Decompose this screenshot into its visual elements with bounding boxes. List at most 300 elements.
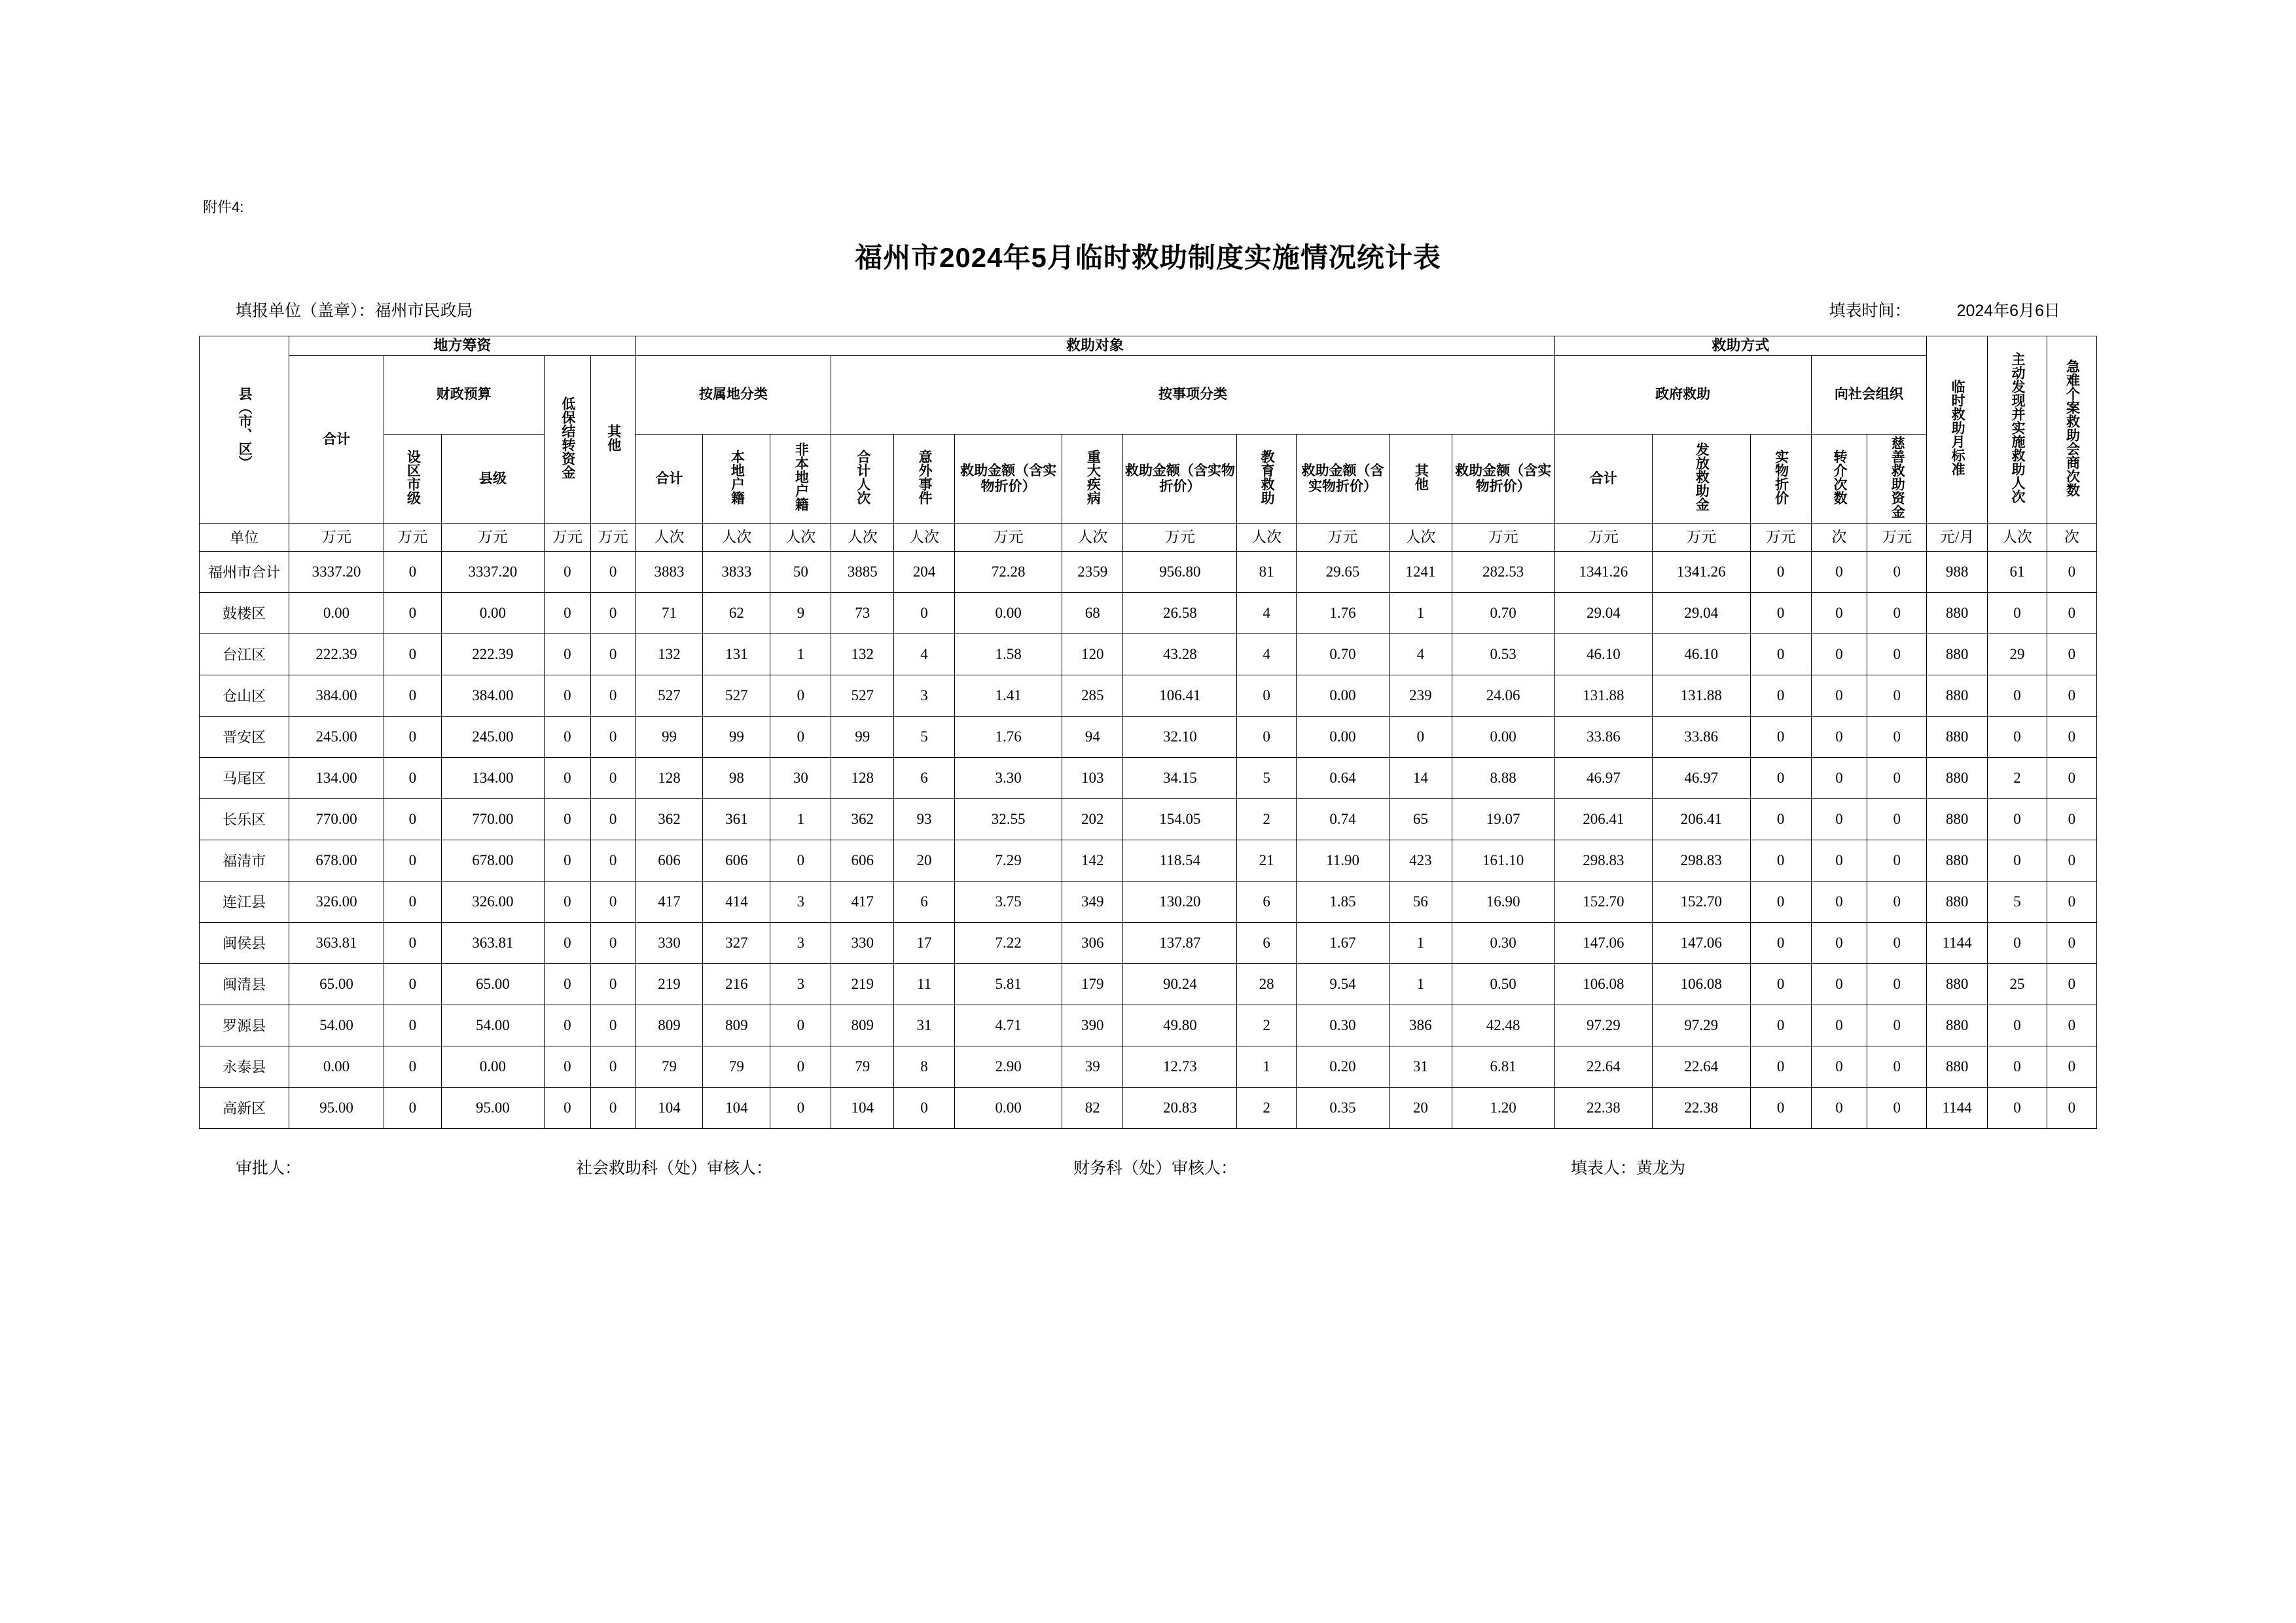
table-cell: 414 [703, 882, 770, 923]
table-cell: 0 [2047, 758, 2096, 799]
table-cell: 956.80 [1123, 552, 1237, 593]
table-cell: 0 [2047, 1046, 2096, 1088]
table-cell: 0 [1750, 593, 1811, 634]
table-cell: 3337.20 [289, 552, 384, 593]
table-cell: 0 [1390, 717, 1452, 758]
table-cell: 29 [1988, 634, 2047, 675]
table-cell: 2 [1237, 799, 1297, 840]
header-social-org: 向社会组织 [1811, 355, 1926, 434]
table-cell: 0 [1867, 923, 1927, 964]
header-gov-total: 合计 [1554, 434, 1652, 524]
table-cell: 0 [1750, 964, 1811, 1005]
page-title: 福州市2024年5月临时救助制度实施情况统计表 [855, 242, 1441, 273]
table-cell: 0.00 [289, 593, 384, 634]
table-cell: 154.05 [1123, 799, 1237, 840]
header-by-locality: 按属地分类 [636, 355, 831, 434]
table-cell: 39 [1062, 1046, 1123, 1088]
table-cell: 1 [770, 634, 831, 675]
unit-cell: 人次 [1237, 524, 1297, 552]
table-cell: 3 [770, 923, 831, 964]
table-cell: 4 [1237, 634, 1297, 675]
table-cell: 95.00 [289, 1088, 384, 1129]
table-cell: 0 [2047, 552, 2096, 593]
row-header-county: 晋安区 [200, 717, 289, 758]
header-aid-methods: 救助方式 [1554, 336, 1926, 356]
table-cell: 0 [1867, 799, 1927, 840]
table-cell: 0 [1988, 1005, 2047, 1046]
table-cell: 0 [544, 593, 590, 634]
table-cell: 106.08 [1554, 964, 1652, 1005]
table-cell: 206.41 [1653, 799, 1750, 840]
table-cell: 71 [636, 593, 703, 634]
header-in-kind: 实物折价 [1750, 434, 1811, 524]
table-cell: 4 [1390, 634, 1452, 675]
table-cell: 880 [1927, 758, 1988, 799]
table-cell: 330 [831, 923, 894, 964]
header-local-hukou: 本地户籍 [703, 434, 770, 524]
table-cell: 11.90 [1296, 840, 1389, 882]
table-cell: 0 [1811, 799, 1867, 840]
header-proactive: 主动发现并实施救助人次 [1988, 336, 2047, 524]
table-cell: 0 [544, 758, 590, 799]
table-cell: 0 [544, 1005, 590, 1046]
table-cell: 0 [1811, 964, 1867, 1005]
header-nonlocal-hukou: 非本地户籍 [770, 434, 831, 524]
table-cell: 134.00 [441, 758, 544, 799]
table-cell: 770.00 [289, 799, 384, 840]
header-local-funding: 地方筹资 [289, 336, 636, 356]
unit-row [200, 524, 2097, 552]
table-cell: 29.65 [1296, 552, 1389, 593]
table-cell: 12.73 [1123, 1046, 1237, 1088]
table-cell: 0 [544, 552, 590, 593]
unit-cell: 人次 [893, 524, 954, 552]
table-cell: 132 [636, 634, 703, 675]
table-cell: 1 [1390, 593, 1452, 634]
table-cell: 0 [590, 840, 636, 882]
table-cell: 56 [1390, 882, 1452, 923]
unit-cell: 人次 [1390, 524, 1452, 552]
table-cell: 147.06 [1653, 923, 1750, 964]
header-aid-amount-education: 救助金额（含实物折价） [1296, 434, 1389, 524]
table-cell: 219 [636, 964, 703, 1005]
table-cell: 128 [636, 758, 703, 799]
table-cell: 0.00 [441, 1046, 544, 1088]
table-cell: 1.58 [955, 634, 1062, 675]
table-cell: 90.24 [1123, 964, 1237, 1005]
table-cell: 988 [1927, 552, 1988, 593]
table-cell: 390 [1062, 1005, 1123, 1046]
table-cell: 0 [384, 675, 441, 717]
header-education-aid: 教育救助 [1237, 434, 1297, 524]
table-cell: 99 [703, 717, 770, 758]
unit-cell: 万元 [1653, 524, 1750, 552]
table-cell: 3 [770, 964, 831, 1005]
table-cell: 0 [1867, 840, 1927, 882]
table-cell: 137.87 [1123, 923, 1237, 964]
table-cell: 5.81 [955, 964, 1062, 1005]
table-cell: 20.83 [1123, 1088, 1237, 1129]
unit-cell: 元/月 [1927, 524, 1988, 552]
table-cell: 0 [770, 1046, 831, 1088]
table-row [200, 1046, 2097, 1088]
table-cell: 0 [770, 1005, 831, 1046]
table-cell: 362 [831, 799, 894, 840]
table-cell: 0 [2047, 799, 2096, 840]
table-cell: 0 [590, 1005, 636, 1046]
table-cell: 99 [831, 717, 894, 758]
table-cell: 16.90 [1452, 882, 1554, 923]
table-cell: 0 [770, 1088, 831, 1129]
table-cell: 152.70 [1554, 882, 1652, 923]
table-cell: 0 [590, 923, 636, 964]
table-cell: 245.00 [441, 717, 544, 758]
unit-cell: 万元 [1867, 524, 1927, 552]
table-cell: 32.55 [955, 799, 1062, 840]
table-cell: 0 [544, 717, 590, 758]
table-cell: 104 [703, 1088, 770, 1129]
table-cell: 0 [1811, 634, 1867, 675]
unit-cell: 万元 [1452, 524, 1554, 552]
table-cell: 161.10 [1452, 840, 1554, 882]
table-cell: 0 [2047, 840, 2096, 882]
table-cell: 0 [1867, 1005, 1927, 1046]
table-cell: 118.54 [1123, 840, 1237, 882]
row-header-county: 台江区 [200, 634, 289, 675]
table-row [200, 1088, 2097, 1129]
table-cell: 880 [1927, 964, 1988, 1005]
unit-cell: 人次 [1988, 524, 2047, 552]
table-cell: 54.00 [289, 1005, 384, 1046]
table-cell: 22.38 [1653, 1088, 1750, 1129]
table-cell: 0 [384, 634, 441, 675]
table-cell: 0.70 [1452, 593, 1554, 634]
unit-cell: 次 [1811, 524, 1867, 552]
table-cell: 0 [384, 923, 441, 964]
table-row [200, 717, 2097, 758]
header-county-level: 县级 [441, 434, 544, 524]
table-cell: 222.39 [289, 634, 384, 675]
table-cell: 0 [1237, 675, 1297, 717]
table-cell: 22.64 [1653, 1046, 1750, 1088]
table-cell: 103 [1062, 758, 1123, 799]
row-header-county: 闽清县 [200, 964, 289, 1005]
signature-row [196, 1155, 2100, 1179]
table-cell: 0 [1811, 1088, 1867, 1129]
social-aid-reviewer-label: 社会救助科（处）审核人： [576, 1159, 773, 1178]
table-cell: 1241 [1390, 552, 1452, 593]
table-cell: 49.80 [1123, 1005, 1237, 1046]
table-cell: 216 [703, 964, 770, 1005]
table-cell: 46.97 [1653, 758, 1750, 799]
header-total-persons: 合计人次 [831, 434, 894, 524]
table-cell: 34.15 [1123, 758, 1237, 799]
table-cell: 20 [1390, 1088, 1452, 1129]
table-cell: 17 [893, 923, 954, 964]
table-cell: 0 [1811, 758, 1867, 799]
table-cell: 0 [1867, 717, 1927, 758]
table-cell: 0 [1811, 1046, 1867, 1088]
table-cell: 79 [636, 1046, 703, 1088]
table-cell: 104 [636, 1088, 703, 1129]
table-cell: 1 [1237, 1046, 1297, 1088]
table-cell: 809 [636, 1005, 703, 1046]
table-cell: 204 [893, 552, 954, 593]
reporting-unit: 填报单位（盖章）：福州市民政局 [236, 302, 473, 320]
table-cell: 0 [1988, 717, 2047, 758]
row-header-county: 鼓楼区 [200, 593, 289, 634]
table-cell: 527 [636, 675, 703, 717]
table-cell: 0 [893, 593, 954, 634]
table-cell: 0 [2047, 717, 2096, 758]
table-cell: 179 [1062, 964, 1123, 1005]
table-cell: 0 [1988, 840, 2047, 882]
unit-cell: 次 [2047, 524, 2096, 552]
table-cell: 326.00 [441, 882, 544, 923]
table-cell: 0 [544, 634, 590, 675]
table-row [200, 634, 2097, 675]
table-cell: 93 [893, 799, 954, 840]
table-cell: 386 [1390, 1005, 1452, 1046]
table-cell: 0 [590, 634, 636, 675]
header-other-item: 其他 [1390, 434, 1452, 524]
table-cell: 1 [770, 799, 831, 840]
table-row [200, 840, 2097, 882]
table-cell: 0 [590, 717, 636, 758]
table-cell: 132 [831, 634, 894, 675]
table-cell: 0 [1750, 675, 1811, 717]
table-cell: 0 [1750, 634, 1811, 675]
table-cell: 0 [1867, 1088, 1927, 1129]
table-cell: 423 [1390, 840, 1452, 882]
table-cell: 3 [893, 675, 954, 717]
header-city-level: 设区市级 [384, 434, 441, 524]
table-cell: 0 [1811, 717, 1867, 758]
table-cell: 142 [1062, 840, 1123, 882]
table-cell: 7.22 [955, 923, 1062, 964]
table-cell: 1 [1390, 923, 1452, 964]
table-cell: 0 [544, 923, 590, 964]
table-cell: 131 [703, 634, 770, 675]
table-cell: 880 [1927, 882, 1988, 923]
table-cell: 0 [384, 1088, 441, 1129]
header-funding-other: 其他 [590, 355, 636, 524]
table-cell: 222.39 [441, 634, 544, 675]
table-cell: 770.00 [441, 799, 544, 840]
header-monthly-standard: 临时救助月标准 [1927, 336, 1988, 524]
unit-cell: 万元 [1750, 524, 1811, 552]
table-cell: 298.83 [1554, 840, 1652, 882]
table-cell: 4.71 [955, 1005, 1062, 1046]
table-cell: 0 [1988, 1088, 2047, 1129]
table-cell: 0 [2047, 593, 2096, 634]
header-dibao-carryover: 低保结转资金 [544, 355, 590, 524]
table-cell: 42.48 [1452, 1005, 1554, 1046]
table-cell: 31 [1390, 1046, 1452, 1088]
table-cell: 678.00 [441, 840, 544, 882]
table-cell: 6 [893, 882, 954, 923]
table-cell: 606 [703, 840, 770, 882]
table-cell: 0 [1750, 923, 1811, 964]
table-cell: 0 [2047, 923, 2096, 964]
table-cell: 2 [1988, 758, 2047, 799]
table-cell: 809 [831, 1005, 894, 1046]
table-cell: 0 [384, 799, 441, 840]
table-cell: 2 [1237, 1088, 1297, 1129]
table-cell: 0 [544, 840, 590, 882]
table-cell: 0 [544, 964, 590, 1005]
table-cell: 880 [1927, 840, 1988, 882]
table-cell: 1.76 [955, 717, 1062, 758]
header-referrals: 转介次数 [1811, 434, 1867, 524]
table-cell: 147.06 [1554, 923, 1652, 964]
table-cell: 0 [1750, 882, 1811, 923]
table-cell: 0 [1867, 552, 1927, 593]
table-row [200, 552, 2097, 593]
unit-cell: 万元 [1296, 524, 1389, 552]
unit-cell: 万元 [544, 524, 590, 552]
table-cell: 0.70 [1296, 634, 1389, 675]
table-cell: 14 [1390, 758, 1452, 799]
table-cell: 0.00 [289, 1046, 384, 1088]
table-cell: 0 [1988, 593, 2047, 634]
table-cell: 0 [1811, 882, 1867, 923]
table-cell: 0 [2047, 964, 2096, 1005]
header-aid-amount-illness: 救助金额（含实物折价） [1123, 434, 1237, 524]
table-cell: 65 [1390, 799, 1452, 840]
table-cell: 0.30 [1296, 1005, 1389, 1046]
table-cell: 30 [770, 758, 831, 799]
finance-reviewer-label: 财务科（处）审核人： [1073, 1159, 1238, 1178]
table-cell: 5 [1237, 758, 1297, 799]
table-cell: 206.41 [1554, 799, 1652, 840]
row-header-county: 闽侯县 [200, 923, 289, 964]
table-cell: 43.28 [1123, 634, 1237, 675]
table-cell: 130.20 [1123, 882, 1237, 923]
table-cell: 0.50 [1452, 964, 1554, 1005]
header-funding-total: 合计 [289, 355, 384, 524]
table-cell: 81 [1237, 552, 1297, 593]
table-cell: 880 [1927, 1046, 1988, 1088]
table-cell: 880 [1927, 1005, 1988, 1046]
table-cell: 5 [1988, 882, 2047, 923]
table-cell: 0 [1750, 552, 1811, 593]
table-cell: 29.04 [1653, 593, 1750, 634]
table-cell: 28 [1237, 964, 1297, 1005]
table-cell: 0 [590, 964, 636, 1005]
unit-row-label: 单位 [200, 524, 289, 552]
table-cell: 68 [1062, 593, 1123, 634]
table-cell: 0 [1811, 1005, 1867, 1046]
table-cell: 0.74 [1296, 799, 1389, 840]
table-cell: 330 [636, 923, 703, 964]
table-cell: 3885 [831, 552, 894, 593]
table-cell: 72.28 [955, 552, 1062, 593]
table-cell: 202 [1062, 799, 1123, 840]
unit-cell: 人次 [770, 524, 831, 552]
table-cell: 0 [384, 593, 441, 634]
table-cell: 104 [831, 1088, 894, 1129]
table-cell: 0 [1237, 717, 1297, 758]
header-gov-aid: 政府救助 [1554, 355, 1811, 434]
unit-cell: 人次 [636, 524, 703, 552]
table-cell: 3.75 [955, 882, 1062, 923]
table-cell: 0 [1811, 675, 1867, 717]
table-cell: 97.29 [1554, 1005, 1652, 1046]
table-cell: 809 [703, 1005, 770, 1046]
table-cell: 0 [1750, 717, 1811, 758]
table-cell: 0 [384, 552, 441, 593]
table-row [200, 799, 2097, 840]
header-budget: 财政预算 [384, 355, 544, 434]
unit-cell: 万元 [441, 524, 544, 552]
table-cell: 0 [1867, 882, 1927, 923]
table-cell: 0 [893, 1088, 954, 1129]
table-cell: 880 [1927, 675, 1988, 717]
table-cell: 0 [1867, 964, 1927, 1005]
table-cell: 0 [1811, 593, 1867, 634]
table-cell: 306 [1062, 923, 1123, 964]
table-cell: 21 [1237, 840, 1297, 882]
table-cell: 1.20 [1452, 1088, 1554, 1129]
table-cell: 0 [1988, 923, 2047, 964]
table-cell: 1144 [1927, 1088, 1988, 1129]
table-cell: 3337.20 [441, 552, 544, 593]
table-cell: 8.88 [1452, 758, 1554, 799]
table-cell: 22.64 [1554, 1046, 1652, 1088]
table-cell: 361 [703, 799, 770, 840]
table-cell: 0 [590, 882, 636, 923]
table-cell: 5 [893, 717, 954, 758]
unit-cell: 万元 [289, 524, 384, 552]
row-header-county: 连江县 [200, 882, 289, 923]
table-cell: 0.00 [441, 593, 544, 634]
report-date-value: 2024年6月6日 [1956, 302, 2060, 320]
table-cell: 384.00 [289, 675, 384, 717]
table-cell: 0 [2047, 1088, 2096, 1129]
table-cell: 1341.26 [1554, 552, 1652, 593]
table-cell: 128 [831, 758, 894, 799]
table-cell: 0 [590, 593, 636, 634]
table-cell: 0 [384, 758, 441, 799]
table-cell: 0 [1750, 1005, 1811, 1046]
table-cell: 9.54 [1296, 964, 1389, 1005]
table-cell: 1341.26 [1653, 552, 1750, 593]
table-cell: 4 [893, 634, 954, 675]
table-cell: 282.53 [1452, 552, 1554, 593]
table-cell: 0.00 [1452, 717, 1554, 758]
table-cell: 131.88 [1554, 675, 1652, 717]
table-cell: 7.29 [955, 840, 1062, 882]
table-cell: 0.00 [1296, 717, 1389, 758]
table-cell: 0.00 [955, 1088, 1062, 1129]
table-cell: 0.00 [955, 593, 1062, 634]
table-cell: 0 [544, 1088, 590, 1129]
table-cell: 26.58 [1123, 593, 1237, 634]
table-cell: 0 [1750, 840, 1811, 882]
row-header-county: 永泰县 [200, 1046, 289, 1088]
table-cell: 95.00 [441, 1088, 544, 1129]
table-cell: 1144 [1927, 923, 1988, 964]
table-cell: 606 [636, 840, 703, 882]
table-cell: 0.30 [1452, 923, 1554, 964]
table-cell: 0 [590, 1046, 636, 1088]
report-date-label: 填表时间： [1829, 302, 1911, 320]
table-cell: 527 [831, 675, 894, 717]
table-row [200, 675, 2097, 717]
row-header-county: 高新区 [200, 1088, 289, 1129]
table-cell: 363.81 [441, 923, 544, 964]
